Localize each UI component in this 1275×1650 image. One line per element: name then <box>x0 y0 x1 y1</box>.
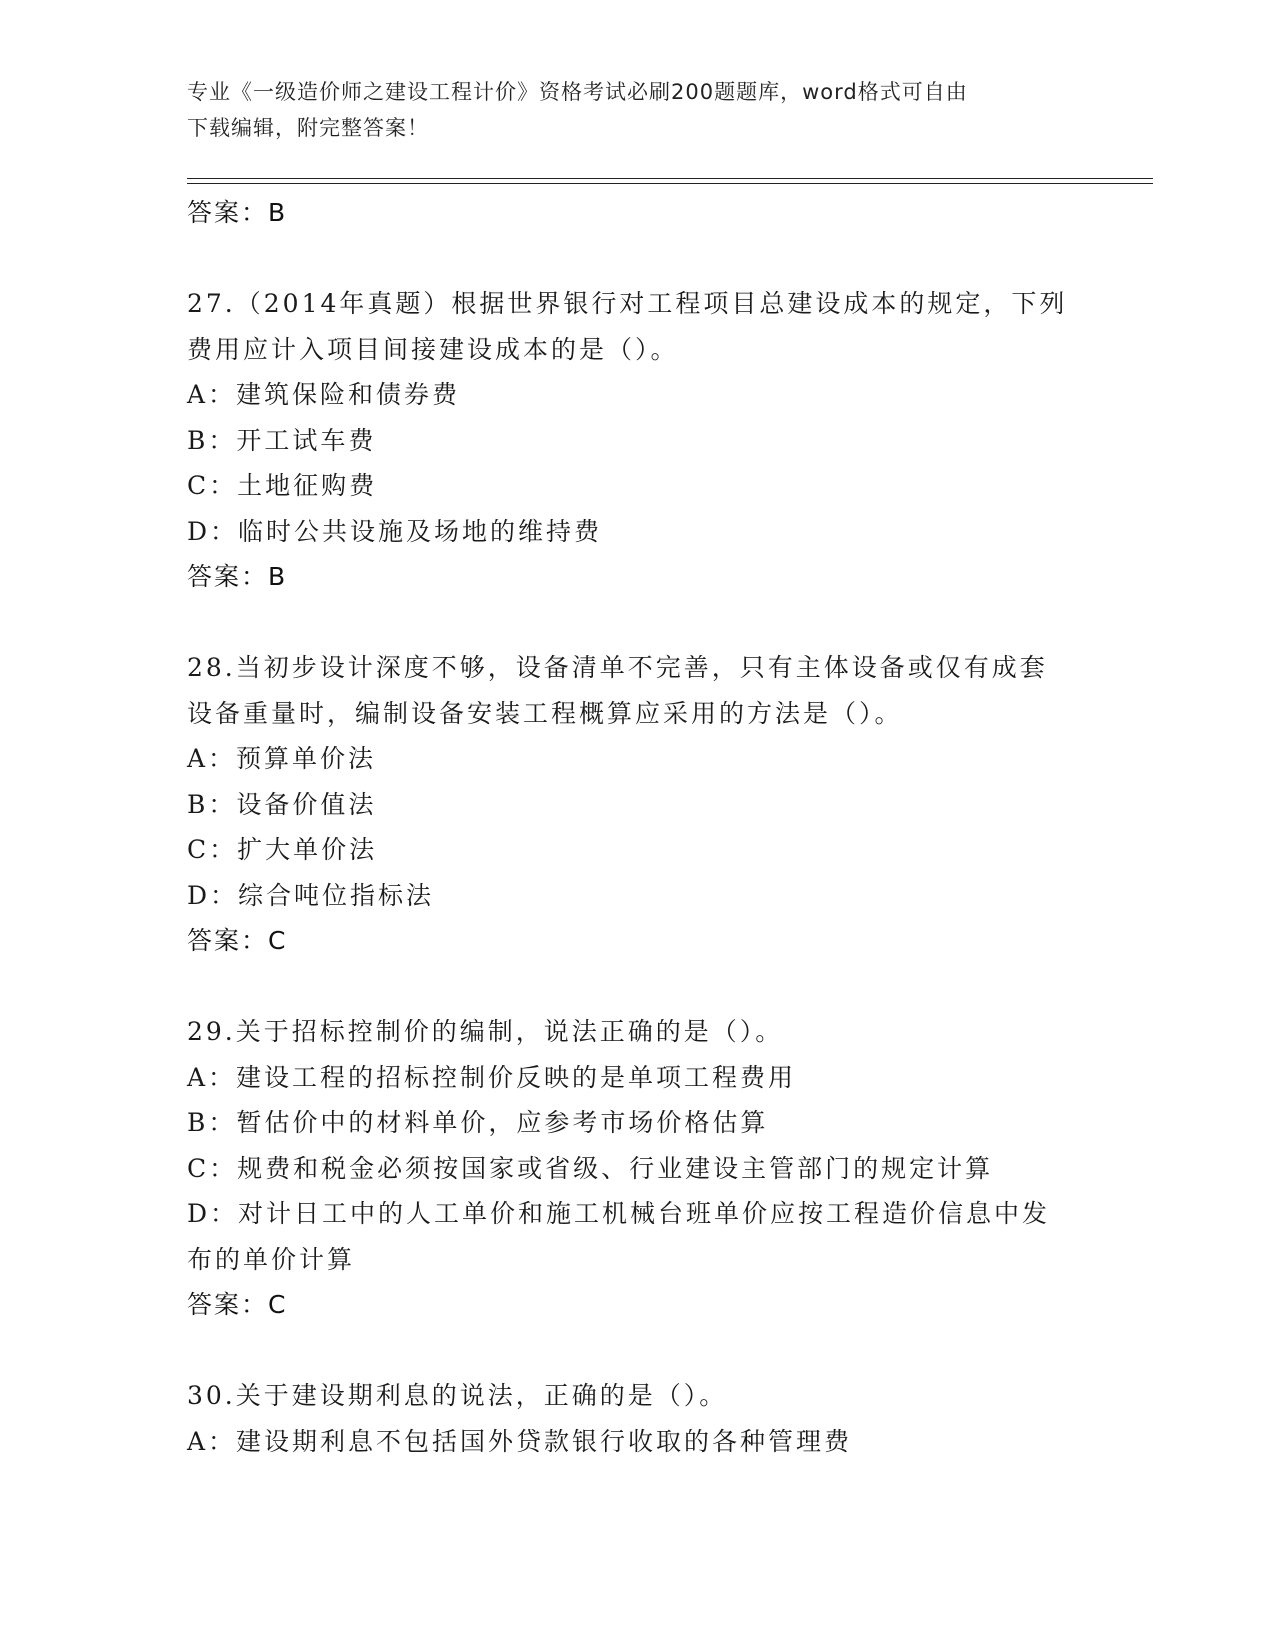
document-header <box>187 74 1087 146</box>
option-d: D：临时公共设施及场地的维持费 <box>187 516 603 546</box>
spacer <box>187 964 1087 1010</box>
header-line-2: 下载编辑，附完整答案！ <box>187 116 429 140</box>
question-27 <box>187 281 1087 600</box>
option-c: C：规费和税金必须按国家或省级、行业建设主管部门的规定计算 <box>187 1153 994 1183</box>
header-line-1: 专业《一级造价师之建设工程计价》资格考试必刷200题题库，word格式可自由 <box>187 80 968 104</box>
question-stem-line: 27.（2014年真题）根据世界银行对工程项目总建设成本的规定，下列 <box>187 289 1068 318</box>
spacer <box>187 236 1087 282</box>
option-d: D：综合吨位指标法 <box>187 880 435 910</box>
option-c: C：扩大单价法 <box>187 835 378 864</box>
option-c: C：土地征购费 <box>187 471 378 500</box>
header-divider-bottom <box>187 183 1153 184</box>
question-28 <box>187 645 1087 964</box>
option-b: B：暂估价中的材料单价，应参考市场价格估算 <box>187 1108 769 1137</box>
question-30 <box>187 1373 1087 1464</box>
option-a: A：建设工程的招标控制价反映的是单项工程费用 <box>187 1062 797 1092</box>
option-b: B：设备价值法 <box>187 789 377 819</box>
header-divider-top <box>187 178 1153 179</box>
document-body <box>187 190 1087 1464</box>
option-b: B：开工试车费 <box>187 425 377 455</box>
option-a: A：建筑保险和债券费 <box>187 380 461 409</box>
answer: 答案：C <box>187 926 288 955</box>
question-stem-line: 设备重量时，编制设备安装工程概算应采用的方法是（）。 <box>187 698 903 728</box>
option-a: A：预算单价法 <box>187 744 377 773</box>
spacer <box>187 1328 1087 1374</box>
question-stem-line: 28.当初步设计深度不够，设备清单不完善，只有主体设备或仅有成套 <box>187 653 1048 682</box>
answer: 答案：B <box>187 562 288 591</box>
answer: 答案：C <box>187 1290 288 1319</box>
question-stem-line: 费用应计入项目间接建设成本的是（）。 <box>187 334 679 364</box>
option-d-continued: 布的单价计算 <box>187 1244 356 1274</box>
question-stem-line: 30.关于建设期利息的说法，正确的是（）。 <box>187 1381 728 1410</box>
question-29 <box>187 1009 1087 1328</box>
previous-answer: 答案：B <box>187 198 288 227</box>
option-d: D：对计日工中的人工单价和施工机械台班单价应按工程造价信息中发 <box>187 1199 1051 1228</box>
spacer <box>187 600 1087 646</box>
question-stem-line: 29.关于招标控制价的编制，说法正确的是（）。 <box>187 1017 784 1046</box>
option-a: A：建设期利息不包括国外贷款银行收取的各种管理费 <box>187 1426 853 1456</box>
